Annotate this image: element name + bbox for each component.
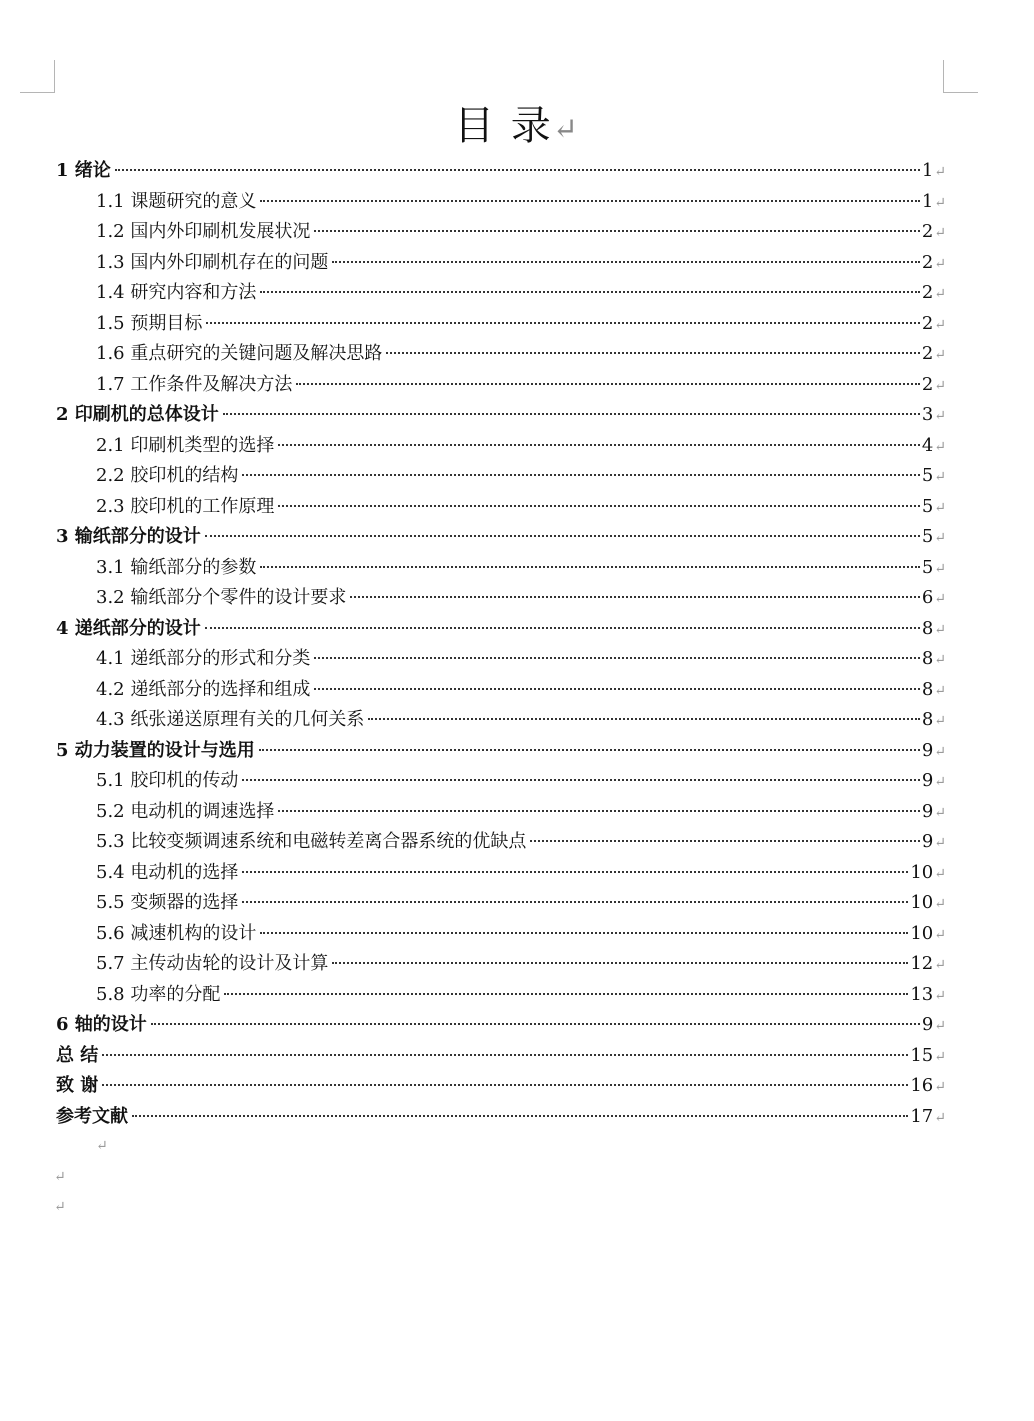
toc-section-entry[interactable] bbox=[56, 797, 946, 828]
toc-entry-page-number: 9 bbox=[921, 1014, 934, 1035]
toc-entry-page-number: 10 bbox=[910, 922, 934, 944]
toc-dot-leader bbox=[242, 871, 908, 873]
paragraph-mark-icon: ↵ bbox=[934, 926, 946, 943]
toc-section-entry[interactable] bbox=[56, 644, 946, 675]
toc-entry-page-number: 8 bbox=[921, 648, 934, 669]
toc-entry-page-number: 4 bbox=[921, 434, 934, 456]
toc-section-entry[interactable] bbox=[56, 675, 946, 706]
toc-entry-label: 5.1 胶印机的传动 bbox=[96, 770, 239, 791]
toc-dot-leader bbox=[314, 657, 919, 659]
toc-dot-leader bbox=[530, 840, 919, 842]
toc-dot-leader bbox=[242, 474, 919, 476]
toc-entry-label: 3.1 输纸部分的参数 bbox=[96, 556, 257, 578]
paragraph-mark-icon: ↵ bbox=[934, 1048, 946, 1065]
toc-entry-label: 2.1 印刷机类型的选择 bbox=[96, 434, 275, 456]
toc-section-entry[interactable] bbox=[56, 583, 946, 614]
toc-entry-page-number: 2 bbox=[921, 282, 934, 303]
toc-entry-label: 4 递纸部分的设计 bbox=[56, 617, 201, 639]
paragraph-mark-icon: ↵ bbox=[934, 530, 946, 546]
toc-dot-leader bbox=[386, 352, 919, 354]
toc-dot-leader bbox=[151, 1023, 920, 1025]
toc-entry-page-number: 2 bbox=[921, 251, 934, 273]
toc-entry-label: 致 谢 bbox=[56, 1075, 99, 1096]
toc-chapter-entry[interactable] bbox=[56, 522, 946, 553]
paragraph-mark-icon: ↵ bbox=[934, 713, 946, 729]
toc-entry-page-number: 5 bbox=[921, 556, 934, 578]
toc-title bbox=[0, 100, 1034, 156]
toc-dot-leader bbox=[242, 901, 908, 903]
paragraph-mark-icon: ↵ bbox=[934, 194, 946, 211]
paragraph-mark-icon: ↵ bbox=[934, 743, 946, 760]
toc-section-entry[interactable] bbox=[56, 309, 946, 340]
toc-entry-page-number: 12 bbox=[910, 953, 934, 974]
toc-entry-page-number: 1 bbox=[921, 160, 934, 181]
toc-entry-label: 6 轴的设计 bbox=[56, 1014, 147, 1035]
toc-dot-leader bbox=[332, 962, 908, 964]
paragraph-mark-icon: ↵ bbox=[934, 957, 946, 973]
toc-section-entry[interactable] bbox=[56, 553, 946, 584]
toc-dot-leader bbox=[206, 322, 919, 324]
paragraph-mark-icon: ↵ bbox=[934, 835, 946, 851]
toc-entry-page-number: 8 bbox=[921, 709, 934, 730]
paragraph-mark-icon: ↵ bbox=[934, 347, 946, 363]
toc-entry-label: 5.4 电动机的选择 bbox=[96, 861, 239, 883]
toc-entry-label: 5.2 电动机的调速选择 bbox=[96, 800, 275, 822]
toc-entry-page-number: 13 bbox=[910, 983, 934, 1005]
toc-dot-leader bbox=[278, 810, 919, 812]
toc-dot-leader bbox=[259, 749, 920, 751]
toc-entry-label: 4.1 递纸部分的形式和分类 bbox=[96, 648, 311, 669]
paragraph-mark-icon: ↵ bbox=[934, 1109, 946, 1126]
toc-section-entry[interactable] bbox=[56, 919, 946, 950]
toc-entry-page-number: 2 bbox=[921, 343, 934, 364]
toc-entry-label: 1.5 预期目标 bbox=[96, 312, 203, 334]
toc-entry-label: 4.2 递纸部分的选择和组成 bbox=[96, 678, 311, 700]
paragraph-mark-icon: ↵ bbox=[934, 865, 946, 882]
toc-entry-label: 4.3 纸张递送原理有关的几何关系 bbox=[96, 709, 365, 730]
toc-section-entry[interactable] bbox=[56, 217, 946, 248]
toc-entry-page-number: 3 bbox=[921, 404, 934, 425]
toc-dot-leader bbox=[260, 200, 919, 202]
toc-entry-page-number: 8 bbox=[921, 617, 934, 639]
toc-entry-label: 5.5 变频器的选择 bbox=[96, 892, 239, 913]
toc-entry-page-number: 16 bbox=[910, 1075, 934, 1096]
toc-entry-label: 5.8 功率的分配 bbox=[96, 983, 221, 1005]
toc-dot-leader bbox=[332, 261, 919, 263]
toc-section-entry[interactable] bbox=[56, 827, 946, 858]
paragraph-mark-icon: ↵ bbox=[934, 1079, 946, 1095]
toc-entry-page-number: 5 bbox=[921, 526, 934, 547]
toc-entry-page-number: 8 bbox=[921, 678, 934, 700]
toc-dot-leader bbox=[278, 444, 919, 446]
toc-chapter-entry[interactable] bbox=[56, 1010, 946, 1041]
toc-entry-page-number: 5 bbox=[921, 495, 934, 517]
toc-dot-leader bbox=[132, 1115, 908, 1117]
toc-entry-page-number: 9 bbox=[921, 800, 934, 822]
toc-entry-label: 1.7 工作条件及解决方法 bbox=[96, 373, 293, 395]
toc-title-text: 目 录 bbox=[454, 103, 553, 149]
toc-chapter-entry[interactable] bbox=[56, 156, 946, 187]
toc-section-entry[interactable] bbox=[56, 766, 946, 797]
paragraph-mark-icon: ↵ bbox=[934, 804, 946, 821]
paragraph-mark-icon: ↵ bbox=[934, 408, 946, 424]
toc-entry-page-number: 9 bbox=[921, 739, 934, 761]
toc-dot-leader bbox=[260, 291, 919, 293]
paragraph-mark-icon: ↵ bbox=[934, 316, 946, 333]
toc-section-entry[interactable] bbox=[56, 431, 946, 462]
toc-section-entry[interactable] bbox=[56, 339, 946, 370]
toc-chapter-entry[interactable] bbox=[56, 1102, 946, 1133]
toc-entry-page-number: 2 bbox=[921, 373, 934, 395]
table-of-contents bbox=[56, 156, 946, 1132]
toc-chapter-entry[interactable] bbox=[56, 400, 946, 431]
crop-mark-top-right bbox=[943, 60, 978, 93]
toc-entry-label: 3 输纸部分的设计 bbox=[56, 526, 201, 547]
toc-dot-leader bbox=[296, 383, 919, 385]
paragraph-mark-icon: ↵ bbox=[96, 1138, 108, 1154]
toc-entry-page-number: 17 bbox=[910, 1105, 934, 1127]
toc-chapter-entry[interactable] bbox=[56, 1041, 946, 1072]
toc-section-entry[interactable] bbox=[56, 949, 946, 980]
toc-entry-label: 2 印刷机的总体设计 bbox=[56, 404, 219, 425]
toc-entry-label: 5.3 比较变频调速系统和电磁转差离合器系统的优缺点 bbox=[96, 831, 527, 852]
paragraph-mark-icon: ↵ bbox=[934, 591, 946, 607]
toc-entry-label: 2.2 胶印机的结构 bbox=[96, 465, 239, 486]
toc-dot-leader bbox=[278, 505, 919, 507]
toc-entry-label: 1.1 课题研究的意义 bbox=[96, 190, 257, 212]
toc-entry-page-number: 6 bbox=[921, 587, 934, 608]
toc-entry-page-number: 1 bbox=[921, 190, 934, 212]
paragraph-mark-icon: ↵ bbox=[934, 682, 946, 699]
toc-dot-leader bbox=[223, 413, 920, 415]
toc-dot-leader bbox=[205, 627, 920, 629]
toc-entry-label: 1.2 国内外印刷机发展状况 bbox=[96, 221, 311, 242]
toc-entry-label: 5 动力装置的设计与选用 bbox=[56, 739, 255, 761]
toc-entry-page-number: 10 bbox=[910, 861, 934, 883]
toc-dot-leader bbox=[368, 718, 919, 720]
toc-section-entry[interactable] bbox=[56, 248, 946, 279]
paragraph-mark-icon: ↵ bbox=[934, 377, 946, 394]
paragraph-mark-icon: ↵ bbox=[934, 469, 946, 485]
toc-entry-page-number: 9 bbox=[921, 831, 934, 852]
paragraph-mark-icon: ↵ bbox=[54, 1169, 66, 1185]
toc-entry-page-number: 2 bbox=[921, 312, 934, 334]
paragraph-mark-icon: ↵ bbox=[934, 896, 946, 912]
toc-dot-leader bbox=[115, 169, 920, 171]
toc-entry-label: 1.4 研究内容和方法 bbox=[96, 282, 257, 303]
toc-entry-label: 3.2 输纸部分个零件的设计要求 bbox=[96, 587, 347, 608]
toc-dot-leader bbox=[350, 596, 919, 598]
toc-entry-page-number: 10 bbox=[910, 892, 934, 913]
toc-dot-leader bbox=[260, 566, 919, 568]
toc-dot-leader bbox=[102, 1054, 908, 1056]
toc-entry-page-number: 5 bbox=[921, 465, 934, 486]
paragraph-mark-icon: ↵ bbox=[934, 1018, 946, 1034]
toc-entry-label: 5.6 减速机构的设计 bbox=[96, 922, 257, 944]
toc-dot-leader bbox=[224, 993, 908, 995]
paragraph-mark-icon: ↵ bbox=[934, 621, 946, 638]
toc-section-entry[interactable] bbox=[56, 187, 946, 218]
paragraph-mark-icon: ↵ bbox=[934, 987, 946, 1004]
toc-section-entry[interactable] bbox=[56, 980, 946, 1011]
toc-entry-label: 总 结 bbox=[56, 1044, 99, 1066]
toc-dot-leader bbox=[102, 1084, 908, 1086]
toc-entry-page-number: 9 bbox=[921, 770, 934, 791]
paragraph-mark-icon: ↵ bbox=[934, 774, 946, 790]
toc-dot-leader bbox=[242, 779, 919, 781]
toc-chapter-entry[interactable] bbox=[56, 614, 946, 645]
toc-dot-leader bbox=[260, 932, 908, 934]
toc-chapter-entry[interactable] bbox=[56, 1071, 946, 1102]
toc-entry-page-number: 2 bbox=[921, 221, 934, 242]
toc-dot-leader bbox=[314, 688, 919, 690]
toc-entry-label: 5.7 主传动齿轮的设计及计算 bbox=[96, 953, 329, 974]
toc-section-entry[interactable] bbox=[56, 858, 946, 889]
toc-entry-label: 1.6 重点研究的关键问题及解决思路 bbox=[96, 343, 383, 364]
paragraph-mark-icon: ↵ bbox=[934, 164, 946, 180]
paragraph-mark-icon: ↵ bbox=[54, 1199, 66, 1215]
paragraph-mark-icon: ↵ bbox=[934, 255, 946, 272]
toc-dot-leader bbox=[314, 230, 919, 232]
paragraph-mark-icon: ↵ bbox=[934, 286, 946, 302]
toc-section-entry[interactable] bbox=[56, 705, 946, 736]
toc-section-entry[interactable] bbox=[56, 492, 946, 523]
paragraph-mark-icon: ↵ bbox=[934, 560, 946, 577]
paragraph-mark-icon: ↵ bbox=[934, 438, 946, 455]
toc-section-entry[interactable] bbox=[56, 370, 946, 401]
toc-section-entry[interactable] bbox=[56, 461, 946, 492]
paragraph-mark-icon: ↵ bbox=[934, 652, 946, 668]
toc-entry-label: 2.3 胶印机的工作原理 bbox=[96, 495, 275, 517]
toc-section-entry[interactable] bbox=[56, 278, 946, 309]
toc-dot-leader bbox=[205, 535, 920, 537]
crop-mark-top-left bbox=[20, 60, 55, 93]
toc-entry-label: 1.3 国内外印刷机存在的问题 bbox=[96, 251, 329, 273]
toc-chapter-entry[interactable] bbox=[56, 736, 946, 767]
paragraph-mark-icon: ↵ bbox=[552, 112, 580, 147]
toc-entry-label: 1 绪论 bbox=[56, 160, 111, 181]
paragraph-mark-icon: ↵ bbox=[934, 499, 946, 516]
paragraph-mark-icon: ↵ bbox=[934, 225, 946, 241]
toc-entry-label: 参考文献 bbox=[56, 1105, 128, 1127]
toc-section-entry[interactable] bbox=[56, 888, 946, 919]
toc-entry-page-number: 15 bbox=[910, 1044, 934, 1066]
